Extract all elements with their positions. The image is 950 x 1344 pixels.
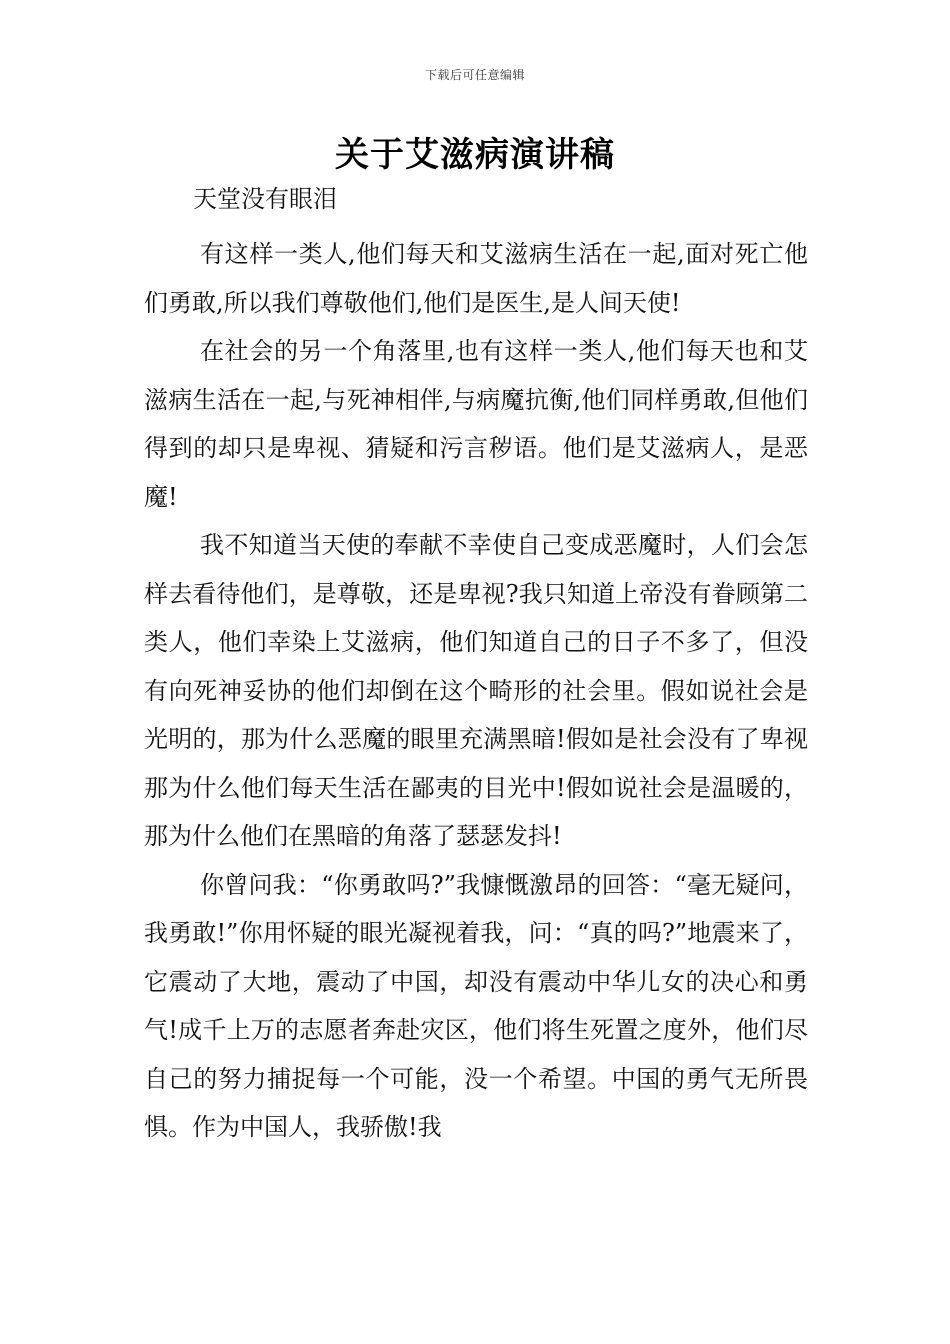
paragraph-2: 在社会的另一个角落里,也有这样一类人,他们每天也和艾滋病生活在一起,与死神相伴,与病魔抗衡,他们同样勇敢,但他们得到的却只是卑视、猜疑和污言秽语。他们是艾滋病人，是恶魔!: [144, 337, 808, 511]
paragraph-1: 有这样一类人,他们每天和艾滋病生活在一起,面对死亡他们勇敢,所以我们尊敬他们,他们是医生,是人间天使!: [144, 240, 808, 317]
speech-subtitle: 天堂没有眼泪: [193, 185, 337, 213]
paragraph-4: 你曾问我：“你勇敢吗?”我慷慨激昂的回答：“毫无疑问，我勇敢!”你用怀疑的眼光凝视着我，问：“真的吗?”地震来了，它震动了大地，震动了中国，却没有震动中华儿女的决心和勇气!成千上万的志愿者奔赴灾区，他们将生死置之度外，他们尽自己的努力捕捉每一个可能，没一个希望。中国的勇气无所畏惧。作为中国人，我骄傲!我: [144, 870, 808, 1141]
paragraph-3: 我不知道当天使的奉献不幸使自己变成恶魔时，人们会怎样去看待他们，是尊敬，还是卑视?我只知道上帝没有眷顾第二类人，他们幸染上艾滋病，他们知道自己的日子不多了，但没有向死神妥协的他们却倒在这个畸形的社会里。假如说社会是光明的，那为什么恶魔的眼里充满黑暗!假如是社会没有了卑视那为什么他们每天生活在鄙夷的目光中!假如说社会是温暖的，那为什么他们在黑暗的角落了瑟瑟发抖!: [144, 531, 808, 850]
document-body: [144, 230, 808, 1152]
header-note: 下载后可任意编辑: [424, 68, 525, 82]
document-title: 关于艾滋病演讲稿: [335, 135, 615, 175]
